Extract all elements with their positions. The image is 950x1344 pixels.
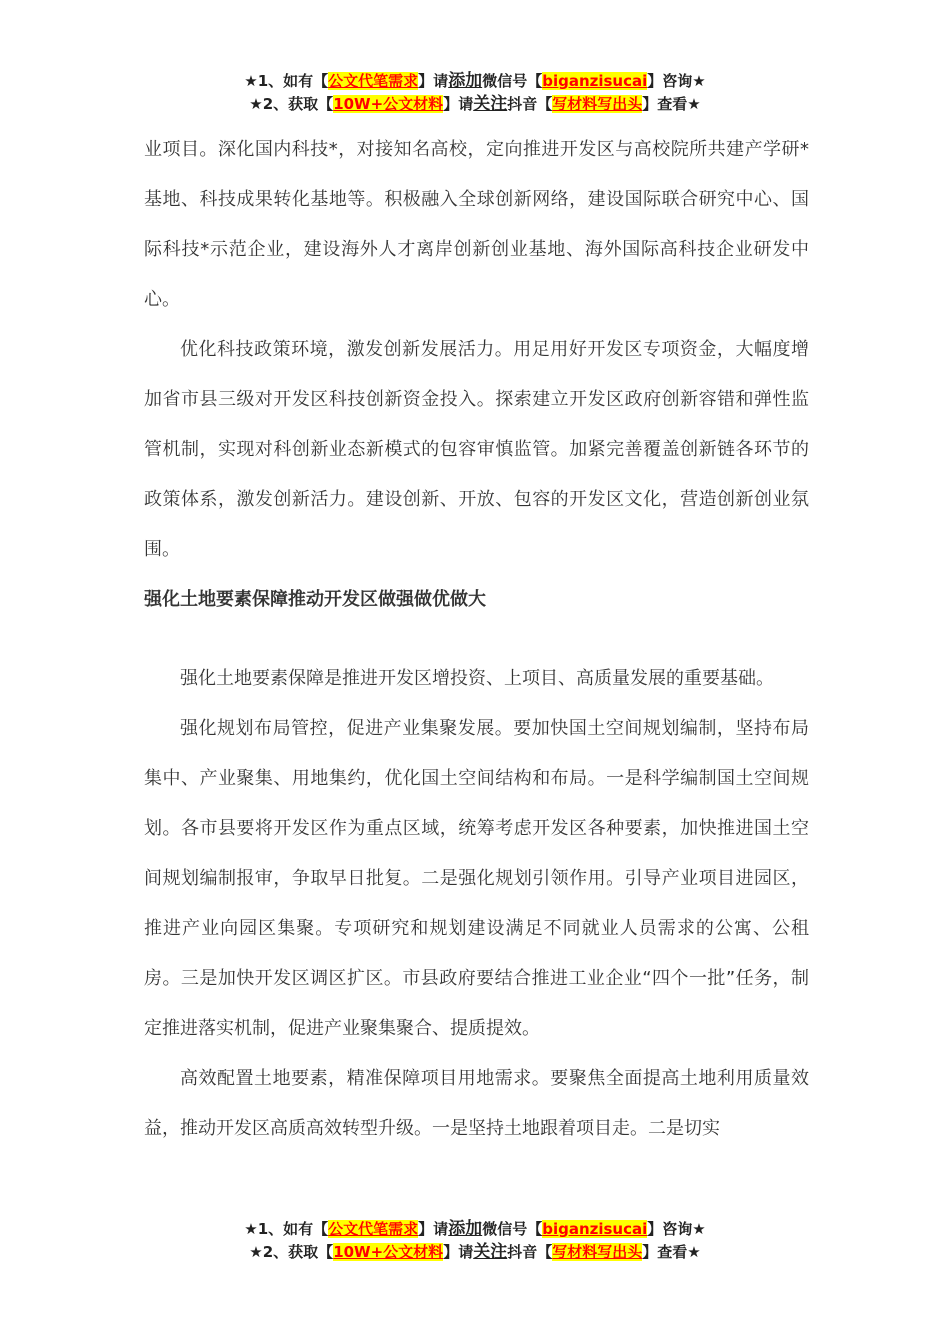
star-icon: ★ [244,1220,258,1238]
paragraph-5: 高效配置土地要素，精准保障项目用地需求。要聚焦全面提高土地利用质量效益，推动开发区高质高效转型升级。一是坚持土地跟着项目走。二是切实 [144,1068,809,1139]
highlight-wechat-id: biganzisucai [542,72,648,90]
footer-banner [0,1218,950,1264]
banner-line-2: ★2、获取【10W+公文材料】请关注抖音【写材料写出头】查看★ [249,94,701,114]
section-heading: 强化土地要素保障推动开发区做强做优做大 [144,589,486,610]
footer-line-1: ★1、如有【公文代笔需求】请添加微信号【biganzisucai】咨询★ [244,1219,706,1239]
header-banner [0,70,950,116]
paragraph-1: 业项目。深化国内科技*，对接知名高校，定向推进开发区与高校院所共建产学研*基地、科技成果转化基地等。积极融入全球创新网络，建设国际联合研究中心、国际科技*示范企业，建设海外人才离岸创新创业基地、海外国际高科技企业研发中心。 [144,139,809,310]
star-icon: ★ [249,1243,263,1261]
document-body [144,125,809,1154]
highlight-materials: 10W+公文材料 [333,1243,444,1261]
highlight-materials: 10W+公文材料 [333,95,444,113]
paragraph-3: 强化土地要素保障是推进开发区增投资、上项目、高质量发展的重要基础。 [180,668,774,689]
star-icon: ★ [249,95,263,113]
banner-line-1: ★1、如有【公文代笔需求】请添加微信号【biganzisucai】咨询★ [244,71,706,91]
highlight-douyin-account: 写材料写出头 [552,95,643,113]
paragraph-4: 强化规划布局管控，促进产业集聚发展。要加快国土空间规划编制，坚持布局集中、产业聚集、用地集约，优化国土空间结构和布局。一是科学编制国土空间规划。各市县要将开发区作为重点区域，统筹考虑开发区各种要素，加快推进国土空间规划编制报审，争取早日批复。二是强化规划引领作用。引导产业项目进园区，推进产业向园区集聚。专项研究和规划建设满足不同就业人员需求的公寓、公租房。三是加快开发区调区扩区。市县政府要结合推进工业企业“四个一批”任务，制定推进落实机制，促进产业聚集聚合、提质提效。 [144,718,809,1039]
paragraph-2: 优化科技政策环境，激发创新发展活力。用足用好开发区专项资金，大幅度增加省市县三级对开发区科技创新资金投入。探索建立开发区政府创新容错和弹性监管机制，实现对科创新业态新模式的包容审慎监管。加紧完善覆盖创新链各环节的政策体系，激发创新活力。建设创新、开放、包容的开发区文化，营造创新创业氛围。 [144,339,809,560]
spacer [144,625,809,654]
footer-line-2: ★2、获取【10W+公文材料】请关注抖音【写材料写出头】查看★ [249,1242,701,1262]
highlight-wechat-id: biganzisucai [542,1220,648,1238]
highlight-service: 公文代笔需求 [328,1220,419,1238]
highlight-douyin-account: 写材料写出头 [552,1243,643,1261]
star-icon: ★ [244,72,258,90]
highlight-service: 公文代笔需求 [328,72,419,90]
